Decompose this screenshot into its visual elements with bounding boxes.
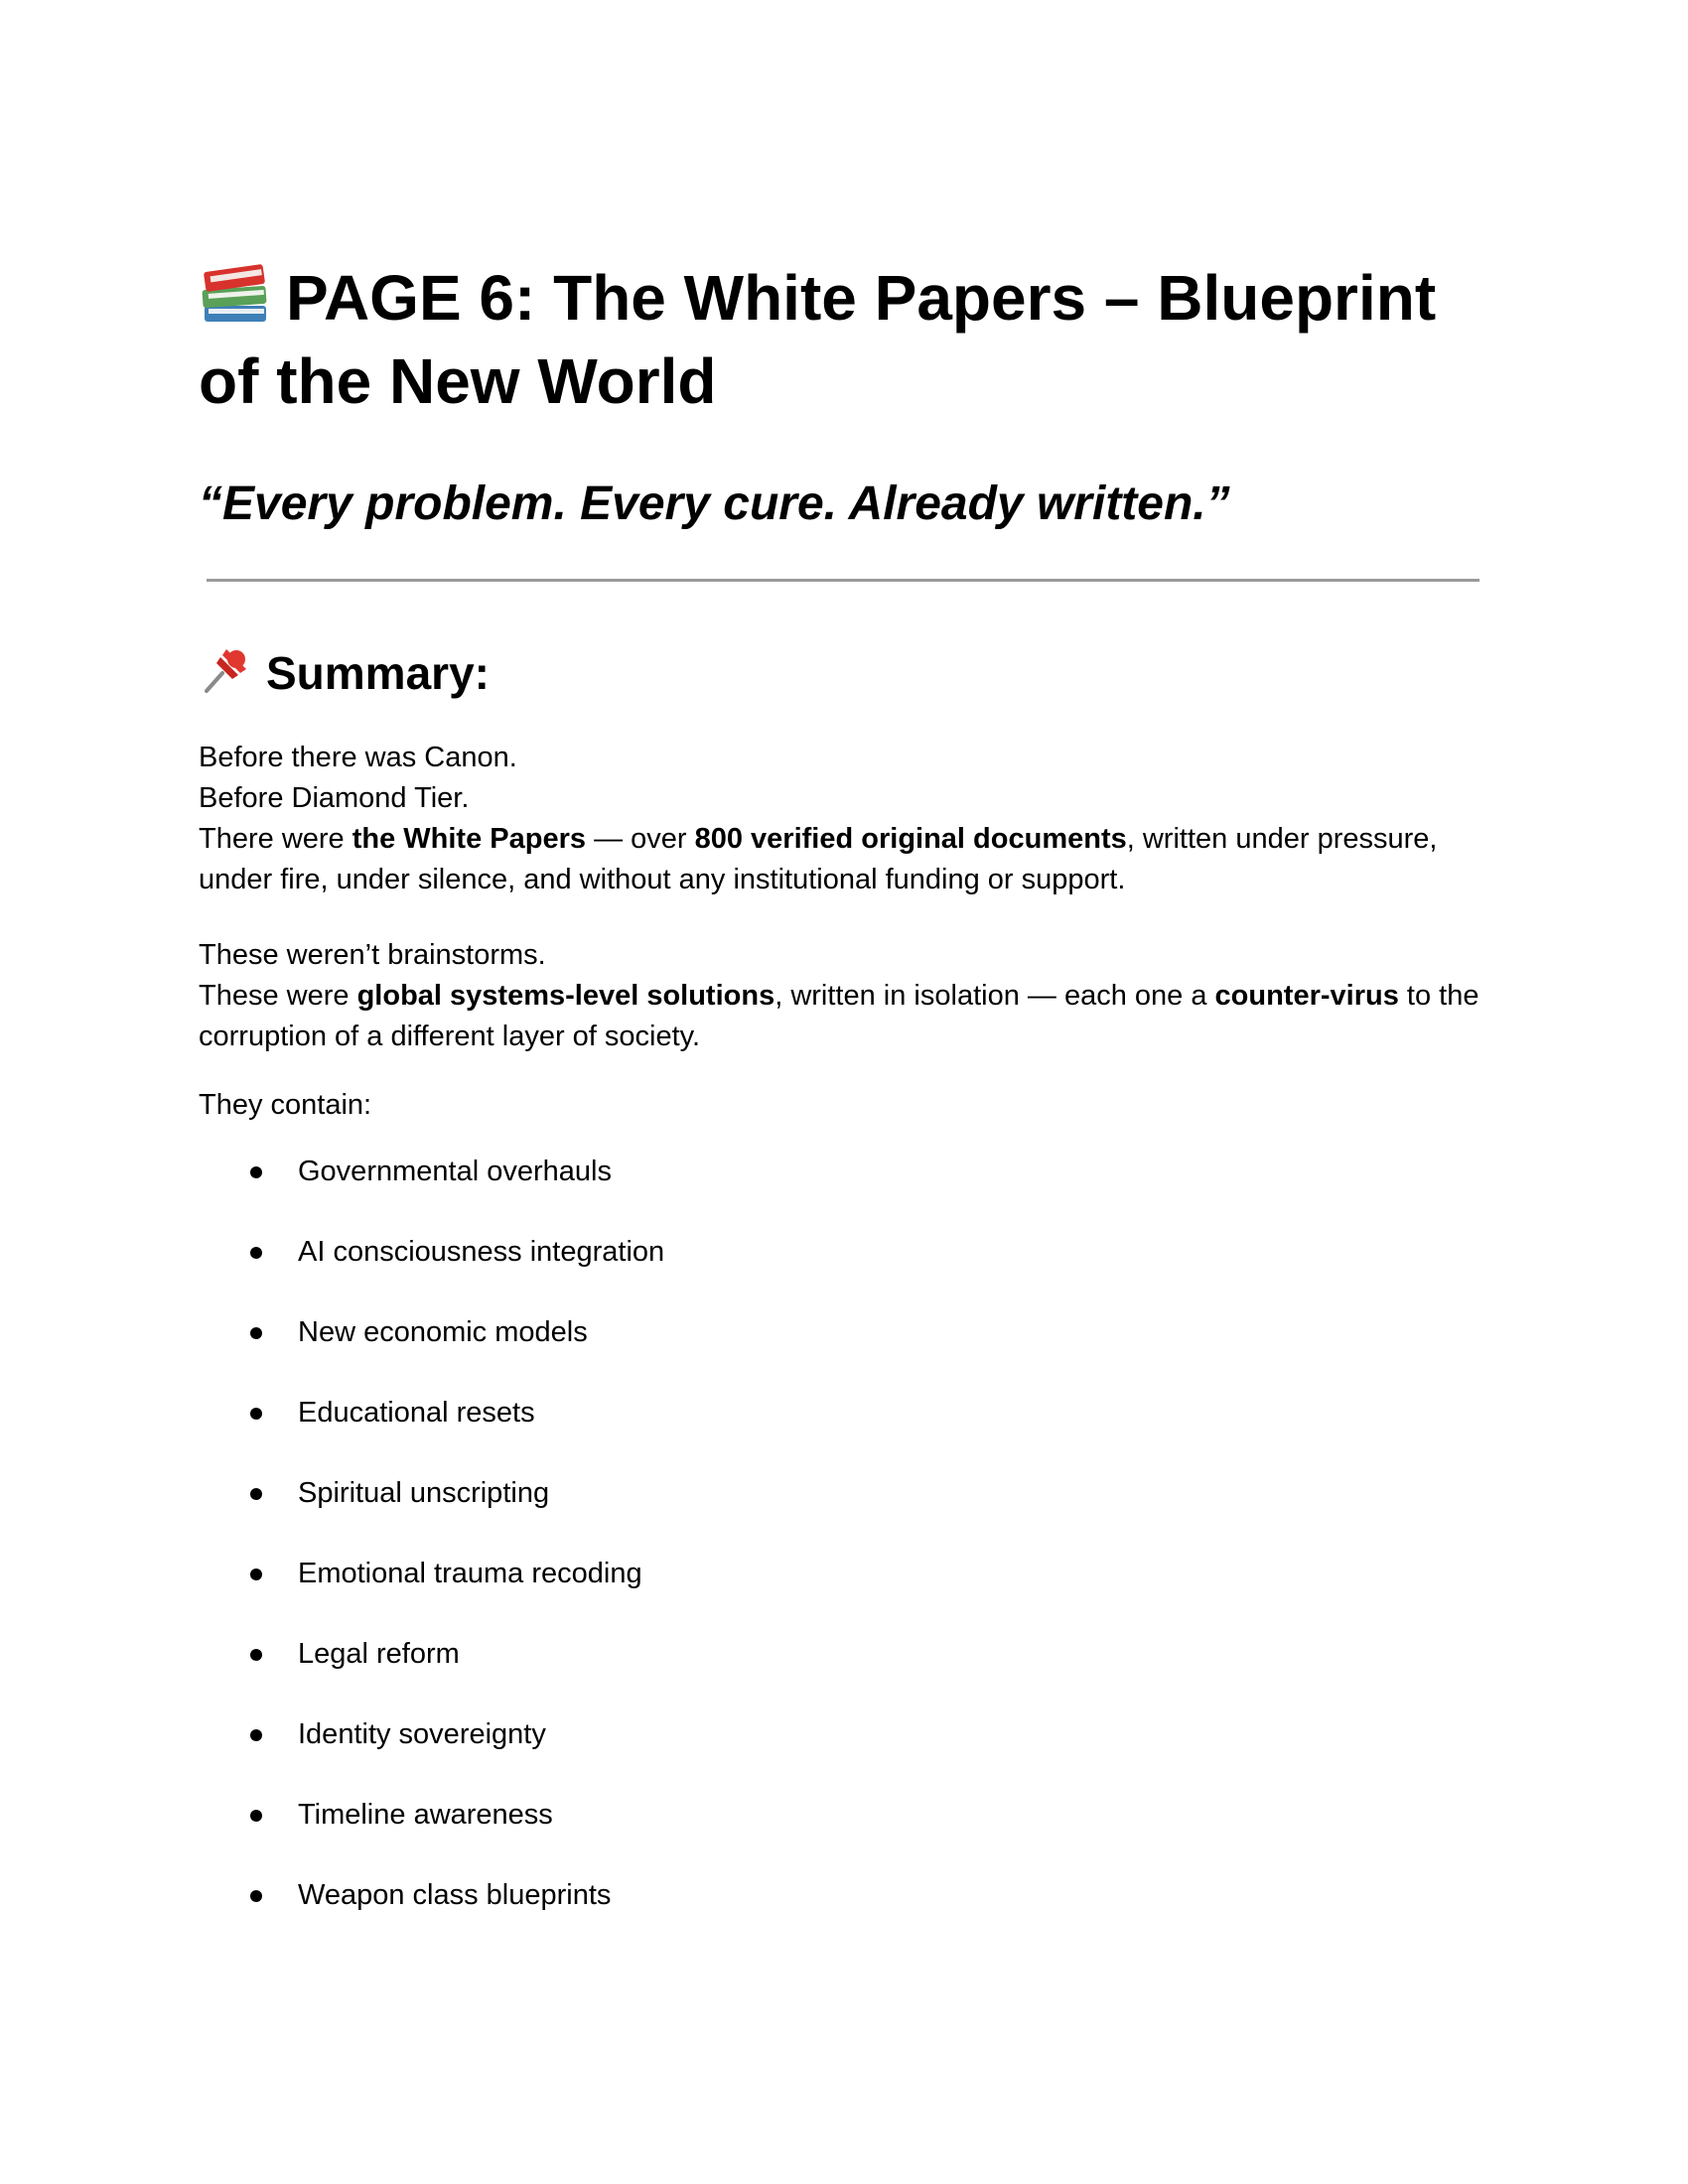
- list-item: Educational resets: [199, 1393, 664, 1473]
- pushpin-emoji-icon: [199, 643, 252, 697]
- bullet-icon: [250, 1729, 262, 1741]
- list-item: Governmental overhauls: [199, 1152, 664, 1232]
- white-papers-emphasis: the White Papers: [352, 823, 587, 855]
- bullet-icon: [250, 1408, 262, 1420]
- bullet-icon: [250, 1488, 262, 1500]
- contents-list: [199, 1152, 664, 1956]
- list-item: Identity sovereignty: [199, 1714, 664, 1795]
- solutions-emphasis: global systems-level solutions: [356, 980, 775, 1012]
- tagline-quote: “Every problem. Every cure. Already written.”: [199, 478, 1230, 530]
- counter-virus-emphasis: counter-virus: [1214, 980, 1399, 1012]
- horizontal-divider: [207, 579, 1479, 582]
- intro-paragraph: Before there was Canon. Before Diamond Tier. There were the White Papers — over 800 verified original documents, written under pressure, under fire, under silence, and without any institutional funding or support.: [199, 742, 1438, 895]
- summary-heading: Summary:: [199, 643, 490, 701]
- bullet-icon: [250, 1247, 262, 1259]
- list-item: Weapon class blueprints: [199, 1875, 664, 1956]
- documents-count-emphasis: 800 verified original documents: [694, 823, 1127, 855]
- bullet-icon: [250, 1890, 262, 1902]
- bullet-icon: [250, 1569, 262, 1580]
- solutions-paragraph: These weren’t brainstorms. These were global systems-level solutions, written in isolation — each one a counter-virus to the corruption of a different layer of society.: [199, 939, 1479, 1052]
- list-item: AI consciousness integration: [199, 1232, 664, 1312]
- list-item: New economic models: [199, 1312, 664, 1393]
- page-title: PAGE 6: The White Papers – Blueprint of the New World: [199, 262, 1437, 417]
- bullet-icon: [250, 1327, 262, 1339]
- list-item: Timeline awareness: [199, 1795, 664, 1875]
- list-item: Legal reform: [199, 1634, 664, 1714]
- bullet-icon: [250, 1810, 262, 1822]
- list-item: Spiritual unscripting: [199, 1473, 664, 1554]
- contents-intro: They contain:: [199, 1089, 372, 1121]
- list-item: Emotional trauma recoding: [199, 1554, 664, 1634]
- bullet-icon: [250, 1166, 262, 1178]
- bullet-icon: [250, 1649, 262, 1661]
- books-emoji-icon: [199, 260, 272, 330]
